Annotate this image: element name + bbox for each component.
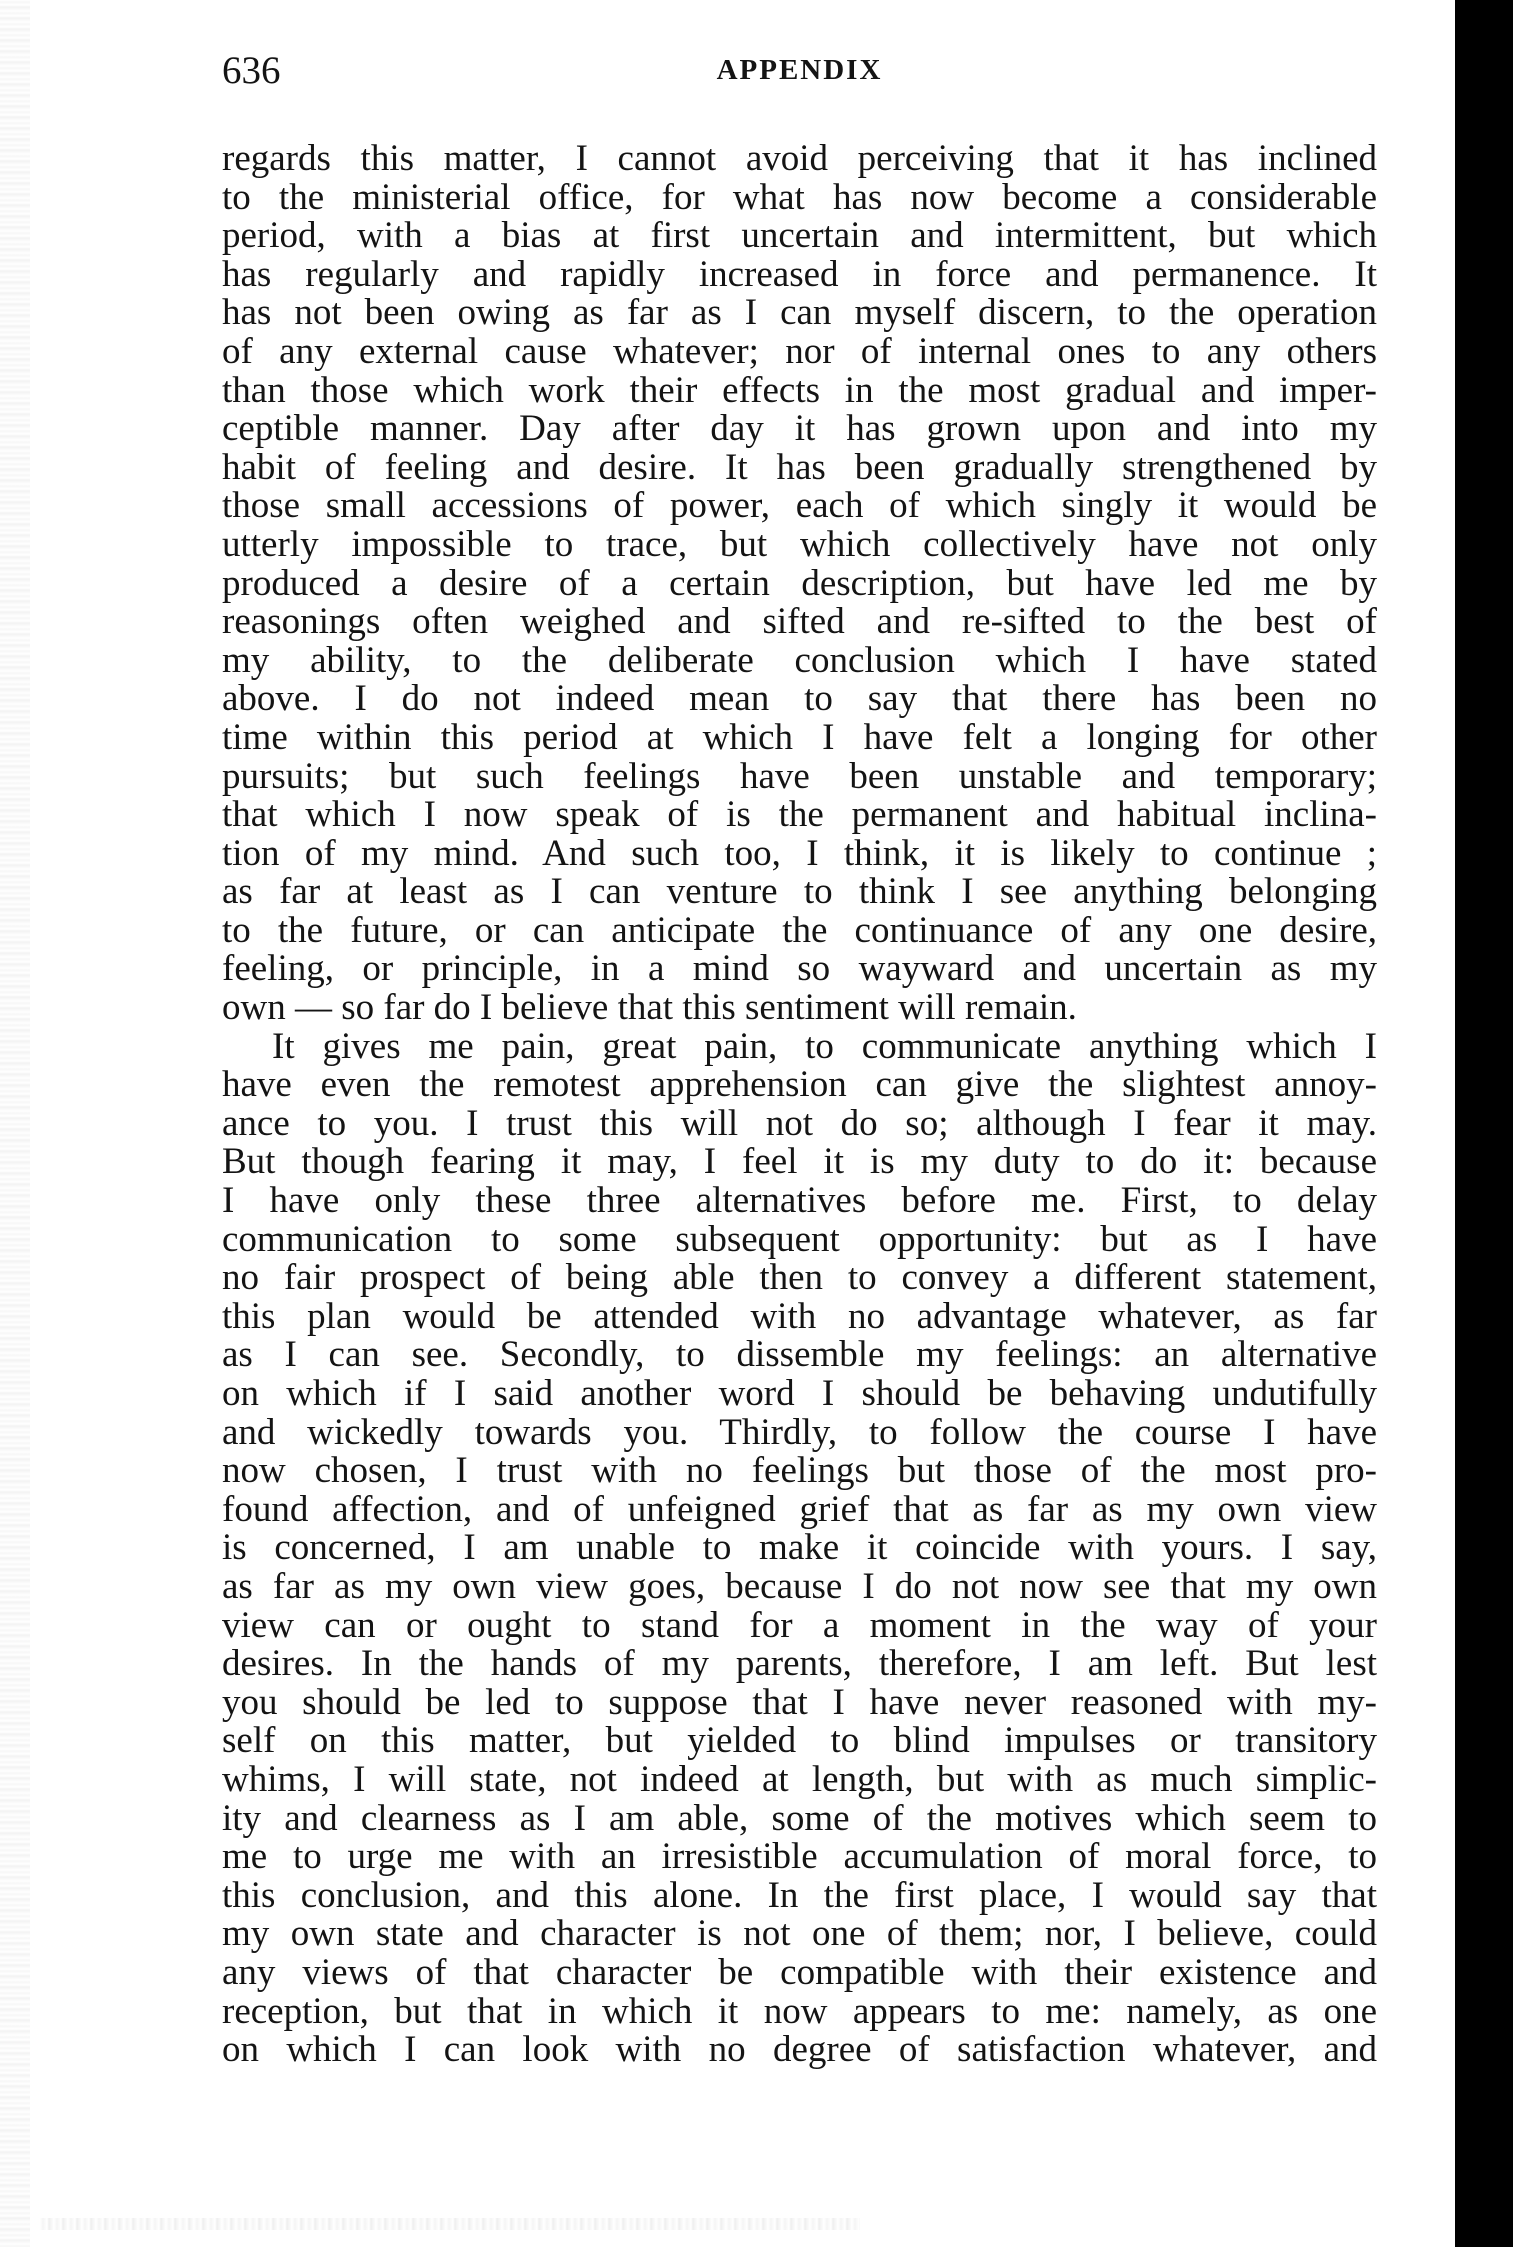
text-line: habit of feeling and desire. It has been gradually strengthened by <box>222 446 1377 488</box>
text-line: as far at least as I can venture to think I see anything belonging <box>222 871 1377 913</box>
text-line: my own state and character is not one of them; nor, I believe, could <box>222 1913 1377 1955</box>
text-line: to the future, or can anticipate the continuance of any one desire, <box>222 909 1377 951</box>
text-line: I have only these three alternatives before me. First, to delay <box>222 1180 1377 1222</box>
text-line: regards this matter, I cannot avoid perceiving that it has inclined <box>222 138 1377 179</box>
text-line: is concerned, I am unable to make it coincide with yours. I say, <box>222 1527 1377 1569</box>
text-line: self on this matter, but yielded to blind impulses or transitory <box>222 1720 1377 1762</box>
text-line: on which if I said another word I should be behaving undutifully <box>222 1373 1377 1414</box>
text-line: time within this period at which I have felt a longing for other <box>222 716 1377 758</box>
text-line: has regularly and rapidly increased in force and permanence. It <box>222 253 1377 295</box>
text-line: that which I now speak of is the permanent and habitual inclina- <box>222 794 1377 836</box>
running-head: APPENDIX <box>716 54 883 86</box>
text-line: desires. In the hands of my parents, therefore, I am left. But lest <box>222 1643 1377 1685</box>
text-line: communication to some subsequent opportunity: but as I have <box>222 1218 1377 1260</box>
text-line: But though fearing it may, I feel it is my duty to do it: because <box>222 1141 1377 1183</box>
text-line: and wickedly towards you. Thirdly, to follow the course I have <box>222 1411 1377 1453</box>
scan-edge-right <box>1455 0 1513 2247</box>
text-line: than those which work their effects in the most gradual and imper- <box>222 369 1377 411</box>
text-line: period, with a bias at first uncertain and intermittent, but which <box>222 215 1377 257</box>
text-line: no fair prospect of being able then to convey a different statement, <box>222 1257 1377 1299</box>
text-line: have even the remotest apprehension can give the slightest annoy- <box>222 1064 1377 1106</box>
text-line: whims, I will state, not indeed at length, but with as much simplic- <box>222 1758 1377 1800</box>
text-line: utterly impossible to trace, but which collectively have not only <box>222 523 1377 565</box>
text-line: pursuits; but such feelings have been unstable and temporary; <box>222 755 1377 797</box>
text-line: tion of my mind. And such too, I think, it is likely to continue ; <box>222 832 1377 874</box>
text-line: reasonings often weighed and sifted and re-sifted to the best of <box>222 601 1377 643</box>
text-line: this plan would be attended with no advantage whatever, as far <box>222 1295 1377 1337</box>
text-line: It gives me pain, great pain, to communicate anything which I <box>272 1025 1377 1067</box>
text-line: any views of that character be compatible with their existence and <box>222 1951 1377 1993</box>
text-line: those small accessions of power, each of which singly it would be <box>222 485 1377 527</box>
body-text <box>222 140 1377 2070</box>
text-line: has not been owing as far as I can myself discern, to the operation <box>222 292 1377 334</box>
text-line: reception, but that in which it now appears to me: namely, as one <box>222 1990 1377 2032</box>
text-line: above. I do not indeed mean to say that there has been no <box>222 678 1377 720</box>
text-line: on which I can look with no degree of satisfaction whatever, and <box>222 2029 1377 2071</box>
text-line: to the ministerial office, for what has now become a considerable <box>222 176 1377 218</box>
text-line: ance to you. I trust this will not do so; although I fear it may. <box>222 1102 1377 1144</box>
text-line: ceptible manner. Day after day it has grown upon and into my <box>222 408 1377 450</box>
text-line: me to urge me with an irresistible accumulation of moral force, to <box>222 1836 1377 1878</box>
page-number: 636 <box>222 49 281 92</box>
text-line: this conclusion, and this alone. In the first place, I would say that <box>222 1874 1377 1916</box>
text-line: now chosen, I trust with no feelings but those of the most pro- <box>222 1450 1377 1492</box>
text-line: of any external cause whatever; nor of internal ones to any others <box>222 330 1377 372</box>
text-line: as I can see. Secondly, to dissemble my feelings: an alternative <box>222 1334 1377 1376</box>
text-line: own — so far do I believe that this sentiment will remain. <box>222 987 1077 1029</box>
text-line: found affection, and of unfeigned grief that as far as my own view <box>222 1488 1377 1530</box>
text-line: produced a desire of a certain description, but have led me by <box>222 562 1377 604</box>
text-line: view can or ought to stand for a moment in the way of your <box>222 1604 1377 1646</box>
scan-edge-bottom <box>40 2218 860 2230</box>
text-line: my ability, to the deliberate conclusion which I have stated <box>222 639 1377 681</box>
text-line: you should be led to suppose that I have never reasoned with my- <box>222 1681 1377 1723</box>
text-line: as far as my own view goes, because I do not now see that my own <box>222 1565 1377 1607</box>
text-line: feeling, or principle, in a mind so wayward and uncertain as my <box>222 948 1377 990</box>
scan-edge-left <box>0 0 30 2247</box>
text-line: ity and clearness as I am able, some of the motives which seem to <box>222 1797 1377 1839</box>
page-header <box>222 48 1377 98</box>
